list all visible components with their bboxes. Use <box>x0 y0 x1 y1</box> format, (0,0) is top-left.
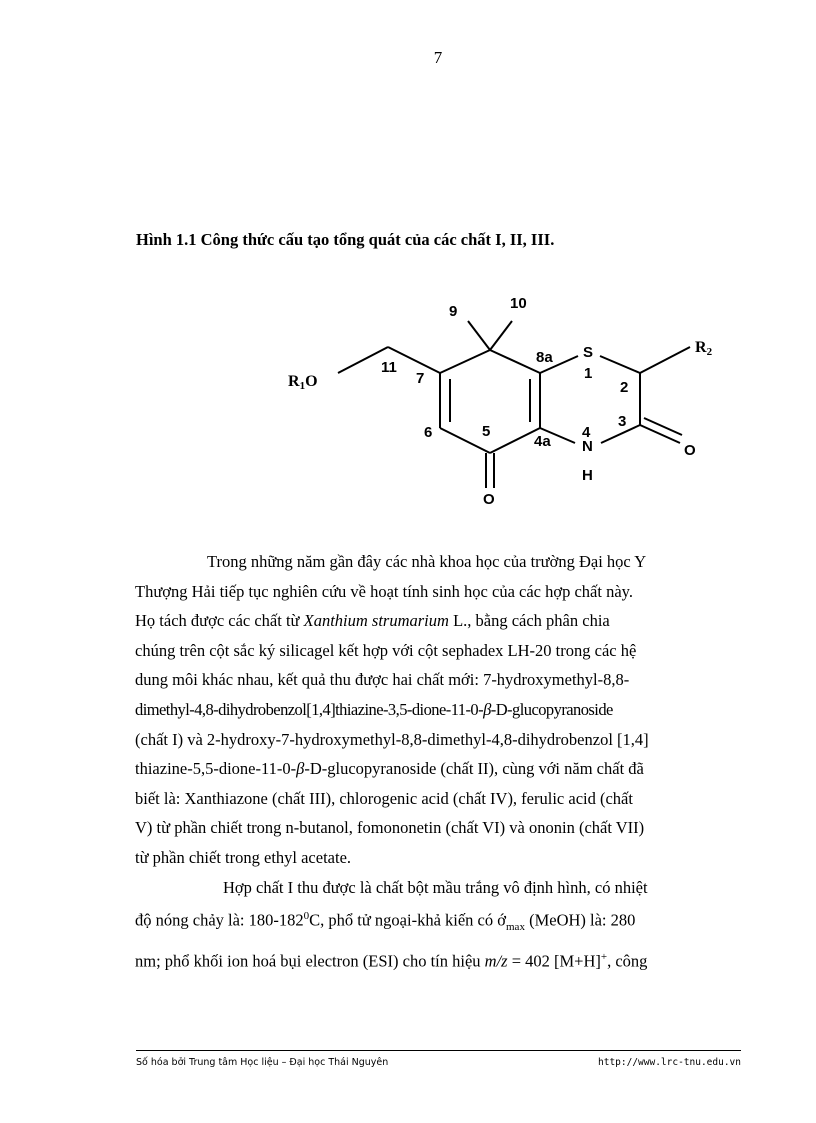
atom-s: S <box>583 344 594 361</box>
species-name: Xanthium strumarium <box>303 611 449 631</box>
locant-11: 11 <box>381 359 397 376</box>
page-number: 7 <box>433 48 443 67</box>
paragraph-2-line-2: độ nóng chảy là: $180-182^0C$, phổ tử ngoại-khả kiến có ớ$_{max}$ (MeOH) là: 280 <box>135 910 636 933</box>
atom-o-ketone: O <box>483 491 495 508</box>
locant-6: 6 <box>424 424 433 441</box>
paragraph-1-line-8: thiazine-5,5-dione-11-0-β-D-glucopyranoside (chất II), cùng với năm chất đã <box>135 759 644 779</box>
atom-n: N <box>582 438 593 455</box>
locant-10: 10 <box>510 295 527 312</box>
paragraph-1-line-5: dung môi khác nhau, kết quả thu được hai chất mới: 7-hydroxymethyl-8,8- <box>135 670 630 690</box>
locant-9: 9 <box>449 303 458 320</box>
paragraph-1-line-11: từ phần chiết trong ethyl acetate. <box>135 847 352 867</box>
paragraph-2-line-1: Hợp chất I thu được là chất bột mầu trắng vô định hình, có nhiệt <box>223 877 648 897</box>
footer-divider <box>136 1050 741 1051</box>
paragraph-1-line-9: biết là: Xanthiazone (chất III), chlorogenic acid (chất IV), ferulic acid (chất <box>135 788 633 808</box>
paragraph-1-line-4: chúng trên cột sắc ký silicagel kết hợp với cột sephadex LH-20 trong các hệ <box>135 640 637 660</box>
atom-h: H <box>582 467 593 484</box>
footer-url[interactable]: http://www.lrc-tnu.edu.vn <box>598 1057 741 1068</box>
paragraph-1-line-3: Họ tách được các chất từ Xanthium strumarium L., bằng cách phân chia <box>135 611 610 631</box>
paragraph-1-line-7: (chất I) và 2-hydroxy-7-hydroxymethyl-8,8-dimethyl-4,8-dihydrobenzol [1,4] <box>135 729 649 749</box>
paragraph-2-line-3: nm; phổ khối ion hoá bụi electron (ESI) cho tín hiệu m/z = 402 [M+H]+, công <box>135 950 648 971</box>
paragraph-1-line-6: dimethyl-4,8-dihydrobenzol[1,4]thiazine-3,5-dione-11-0-β-D-glucopyranoside <box>135 699 613 719</box>
locant-4: 4 <box>582 424 591 441</box>
bonds <box>338 321 690 488</box>
paragraph-1-line-10: V) từ phần chiết trong n-butanol, fomononetin (chất VI) và ononin (chất VII) <box>135 818 645 838</box>
locant-3: 3 <box>618 413 627 430</box>
locant-2: 2 <box>620 379 629 396</box>
bond-7-8 <box>440 350 490 373</box>
body-text <box>135 547 739 976</box>
bond-c3-o-double <box>644 418 682 435</box>
footer-source: Số hóa bởi Trung tâm Học liệu – Đại học Thái Nguyên <box>136 1057 389 1068</box>
figure-caption: Hình 1.1 Công thức cấu tạo tổng quát của các chất I, II, III. <box>136 230 555 249</box>
bond-2-r2 <box>640 347 690 373</box>
paragraph-1-line-2: Thượng Hải tiếp tục nghiên cứu về hoạt tính sinh học của các hợp chất này. <box>135 581 633 601</box>
atom-r2: R2 <box>695 339 713 358</box>
locant-8a: 8a <box>536 349 553 366</box>
locant-1: 1 <box>584 365 593 382</box>
paragraph-1-line-1: Trong những năm gần đây các nhà khoa học của trường Đại học Y <box>207 552 647 571</box>
bond-methyl-10 <box>490 321 512 350</box>
locant-4a: 4a <box>534 433 551 450</box>
locant-7: 7 <box>416 370 425 387</box>
atom-r1o: R1O <box>288 373 318 392</box>
bond-4a-5 <box>490 428 540 453</box>
bond-c3-o <box>640 425 680 443</box>
locant-5: 5 <box>482 423 491 440</box>
chemical-structure <box>270 285 730 515</box>
atom-o-amide: O <box>684 442 696 459</box>
bond-8-8a <box>490 350 540 373</box>
bond-methyl-9 <box>468 321 490 350</box>
bond-s-2 <box>600 356 640 373</box>
